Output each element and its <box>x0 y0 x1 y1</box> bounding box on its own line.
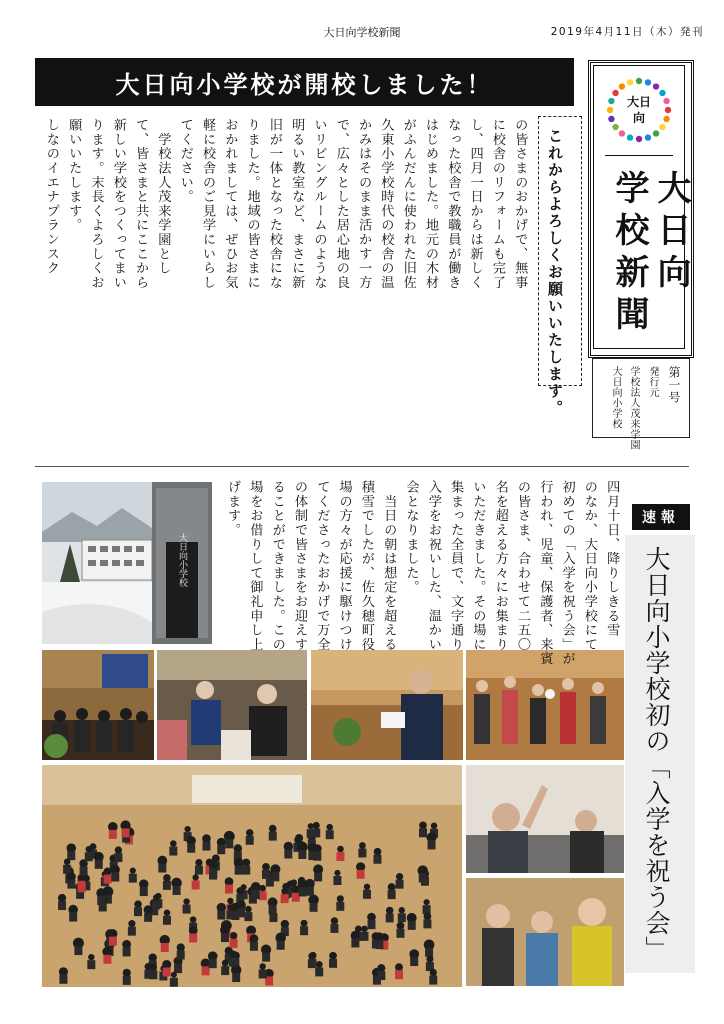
lead-article-column: 明るい教室など、まさに新 <box>289 118 305 290</box>
report-article-column: てくださったおかげで万全 <box>314 480 330 652</box>
lead-article-column: てください。 <box>177 118 193 204</box>
report-article-column: 四月十日、降りしきる雪 <box>604 480 620 638</box>
lead-article-column: 願いいたします。 <box>66 118 82 233</box>
issue-number: 第一号 <box>667 366 681 404</box>
photo-children-faces <box>466 878 624 986</box>
report-article-column: 場をお借りして御礼申し上 <box>247 480 263 652</box>
report-article-column: 名を超える方々にお集まり <box>492 480 508 652</box>
lead-article-column: がふんだんに使われた旧佐 <box>400 118 416 290</box>
lead-article-column: 軽に校舎のご見学にいらし <box>200 118 215 290</box>
lead-article-column: し、四月一日からは新しく <box>467 118 483 290</box>
masthead-title-col1: 大日向 <box>651 170 691 296</box>
masthead-divider <box>605 155 673 156</box>
photo-ceremony-stage <box>42 650 154 760</box>
lead-article-column: ります。末長くよろしくお <box>88 118 104 290</box>
report-article-column: 当日の朝は想定を超える <box>381 480 397 652</box>
report-article-column: ることができました。この <box>269 480 285 652</box>
svg-text:大日: 大日 <box>626 95 652 109</box>
report-article-column: 積雪でしたが、佐久穂町役 <box>358 480 374 652</box>
report-article-column: の体制で皆さまをお迎えす <box>292 480 307 652</box>
masthead-title-col2: 学校新聞 <box>609 170 649 338</box>
issuer-org: 学校法人茂来学園 <box>628 366 639 450</box>
lead-article-column: かみはそのまま活かす一方 <box>356 118 372 290</box>
photo-speaker <box>311 650 463 760</box>
issuer-school: 大日向小学校 <box>610 366 621 429</box>
photo-gymnasium <box>42 765 462 987</box>
flash-headline: 大日向小学校初の「入学を祝う会」 <box>642 546 671 962</box>
report-article-column: のなか、大日向小学校にて <box>581 480 597 652</box>
report-article-column: の皆さま、合わせて二五〇 <box>515 480 530 652</box>
lead-article-column: りました。地域の皆さまに <box>244 118 260 290</box>
photo-singing <box>466 650 624 760</box>
report-article-column: げます。 <box>225 480 241 538</box>
photo-children-seated <box>157 650 307 760</box>
lead-article-column: 旧が一体となった校舎にな <box>266 118 282 290</box>
lead-article-column: しなのイエナプランスク <box>43 118 59 276</box>
lead-article-column: 学校法人茂来学園とし <box>155 118 171 276</box>
school-sign-photo <box>42 482 212 644</box>
lead-article-column: なった校舎で教職員が働き <box>445 118 461 290</box>
section-divider <box>35 466 689 467</box>
report-article-column: 会となりました。 <box>403 480 419 595</box>
paper-name: 大日向学校新聞 <box>323 26 401 39</box>
report-article-column: 場の方々が応援に駆けつけ <box>336 480 352 652</box>
report-article-column: 初めての「入学を祝う会」が <box>559 480 575 666</box>
lead-article-column: 久東小学校時代の校舎の温 <box>378 118 394 290</box>
report-article-column: いただきました。その場に <box>470 480 486 652</box>
issue-date: 2019年4月11日（木）発刊 <box>550 26 704 38</box>
report-article-column: 入学をお祝いした、温かい <box>425 480 441 652</box>
lead-article-column: て、皆さまと共にここから <box>133 118 149 290</box>
photo-raised-hand <box>466 765 624 873</box>
svg-text:大日向小学校: 大日向小学校 <box>177 533 187 587</box>
lead-article-column: いリビングルームのような <box>311 118 327 290</box>
slogan-text: これからよろしくお願いいたします。 <box>546 128 564 417</box>
main-headline: 大日向小学校が開校しました！ <box>35 58 574 106</box>
issuer-label: 発行元 <box>647 366 658 398</box>
lead-article-column: の皆さまのおかげで、無事 <box>512 118 528 290</box>
flash-label: 速報 <box>632 504 690 530</box>
lead-article-column: 新しい学校をつくってまい <box>110 118 126 290</box>
lead-article-column: おかれましては、ぜひお気 <box>222 118 238 290</box>
svg-text:向: 向 <box>632 111 646 125</box>
report-article-column: 集まった全員で、文字通り <box>448 480 464 652</box>
lead-article-column: はじめました。地元の木材 <box>423 118 438 290</box>
lead-article-column: に校舎のリフォームも完了 <box>489 118 505 290</box>
lead-article-column: で、広々とした居心地の良 <box>333 118 349 290</box>
report-article-column: 行われ、児童、保護者、来賓 <box>537 480 553 666</box>
school-logo <box>604 75 674 145</box>
